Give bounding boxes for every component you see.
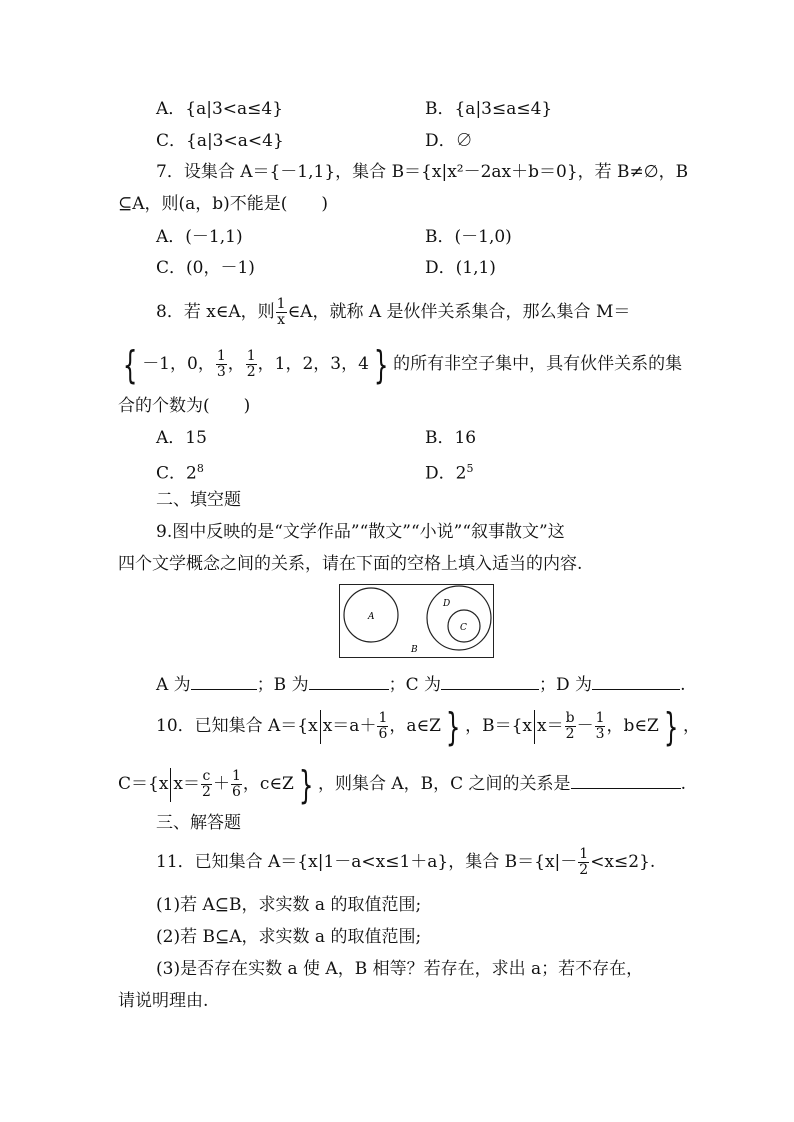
q8-frac-num: 1 (276, 296, 286, 312)
q7-option-c: C．(0，－1) (156, 258, 255, 278)
q11-part-3-cont: 请说明理由. (118, 991, 209, 1011)
q8-option-c (156, 458, 204, 485)
set-bar (534, 710, 535, 744)
q11-fraction-half (578, 847, 589, 878)
q8-stem-line2: { －1，0， $\frac{1}{3}$ ， $\frac{1}{2}$ ，1，2，3，4 } 的所有非空子集中，具有伙伴关系的集 (122, 342, 683, 387)
answer-d-blank[interactable] (592, 673, 680, 690)
answer-a-label: A 为 (156, 675, 191, 695)
frac-den: 3 (216, 364, 226, 380)
q10-answer-blank[interactable] (571, 772, 681, 789)
frac-den: 2 (565, 726, 575, 742)
q11-stem (156, 842, 655, 882)
frac-den: 2 (246, 364, 256, 380)
q8-stem-pre: 8．若 x∈A，则 (156, 302, 275, 322)
q6-option-d: D．∅ (425, 131, 473, 151)
q8-stem-line3: 合的个数为( ) (118, 396, 251, 416)
frac-num: 1 (579, 846, 589, 862)
q9-answer-line (156, 673, 685, 696)
right-brace: } (373, 342, 389, 387)
q10-c-expr: x＝ (173, 774, 201, 794)
q7-stem-line1: 7．设集合 A＝{－1,1}，集合 B＝{x|x²－2ax＋b＝0}，若 B≠∅，B (156, 162, 689, 182)
q10-fraction-b2 (595, 711, 606, 742)
q10-b-cond: ，b∈Z (606, 716, 659, 736)
q11-part-3: (3)是否存在实数 a 使 A，B 相等？若存在，求出 a；若不存在， (156, 959, 644, 979)
option-text: D．2 (425, 463, 467, 484)
answer-c-label: ；C 为 (388, 675, 442, 695)
venn-label-c: C (460, 623, 467, 633)
left-brace: { (122, 342, 138, 387)
q6-option-b: B．{a|3≤a≤4} (425, 99, 553, 119)
q8-option-b: B．16 (425, 428, 477, 448)
q10-question-text: ，则集合 A，B，C 之间的关系是 (317, 774, 571, 794)
right-brace: } (298, 762, 314, 807)
q8-fraction-one-half (246, 349, 257, 380)
q10-stem-line2 (118, 762, 686, 807)
q10-fraction-c2 (231, 769, 242, 800)
q8-fraction-one-third (216, 349, 227, 380)
frac-den: 2 (579, 862, 589, 878)
answer-a-blank[interactable] (191, 673, 257, 690)
frac-den: 6 (378, 726, 388, 742)
plus-sign: ＋ (212, 774, 230, 794)
frac-num: 1 (246, 348, 256, 364)
q10-fraction-b1 (565, 711, 576, 742)
q10-set-c-pre: C＝{x (118, 774, 169, 794)
answer-c-blank[interactable] (441, 673, 539, 690)
period: . (680, 675, 686, 695)
q10-fraction-a (377, 711, 388, 742)
section-title-fill-in: 二、填空题 (156, 490, 241, 510)
q9-stem-line1: 9.图中反映的是“文学作品”“散文”“小说”“叙事散文”这 (156, 522, 565, 542)
q7-stem-line2: ⊆A，则(a，b)不能是( ) (118, 194, 329, 214)
venn-label-d: D (443, 599, 451, 609)
frac-den: 2 (202, 784, 211, 800)
q8-set-tail: ，1，2，3，4 (257, 354, 369, 374)
comma: ， (682, 716, 700, 736)
answer-d-label: ；D 为 (539, 675, 593, 695)
minus-sign: － (576, 716, 594, 736)
q8-fraction-1-over-x (276, 297, 287, 328)
frac-num: 1 (595, 710, 605, 726)
frac-den: 6 (231, 784, 241, 800)
q11-stem-pre: 11．已知集合 A＝{x|1－a<x≤1＋a}，集合 B＝{x|－ (156, 852, 578, 872)
period: . (680, 774, 686, 794)
answer-b-label: ；B 为 (256, 675, 309, 695)
q11-part-1: (1)若 A⊆B，求实数 a 的取值范围; (156, 895, 422, 915)
exponent: 8 (196, 462, 204, 475)
right-brace: } (445, 704, 461, 749)
q11-part-2: (2)若 B⊆A，求实数 a 的取值范围; (156, 927, 422, 947)
set-bar (170, 768, 171, 802)
venn-circle-d (427, 586, 491, 650)
q8-option-d (425, 458, 473, 485)
exponent: 5 (466, 462, 474, 475)
frac-num: 1 (378, 710, 388, 726)
answer-b-blank[interactable] (309, 673, 389, 690)
right-brace: } (663, 704, 679, 749)
q8-stem-post: ∈A，就称 A 是伙伴关系集合，那么集合 M＝ (287, 302, 631, 322)
section-title-solve: 三、解答题 (156, 813, 241, 833)
option-text: C．2 (156, 463, 197, 484)
q6-option-c: C．{a|3<a<4} (156, 131, 284, 151)
set-bar (320, 710, 321, 744)
q8-set-items: －1，0， (142, 354, 215, 374)
frac-num: 1 (216, 348, 226, 364)
q7-option-b: B．(－1,0) (425, 227, 512, 247)
frac-den: 3 (595, 726, 605, 742)
q10-set-b-pre: ，B＝{x (465, 716, 532, 736)
q11-stem-post: <x≤2}. (590, 852, 656, 872)
q10-a-expr: x＝a＋ (322, 716, 377, 736)
q9-stem-line2: 四个文学概念之间的关系，请在下面的空格上填入适当的内容. (118, 554, 583, 574)
q8-frac-den: x (277, 312, 286, 328)
frac-num: c (202, 768, 211, 784)
q10-a-cond: ，a∈Z (389, 716, 441, 736)
q8-stem-line1 (156, 294, 630, 330)
q10-b-expr: x＝ (537, 716, 564, 736)
q10-stem-line1 (156, 704, 700, 749)
venn-label-b: B (411, 645, 418, 655)
q10-c-cond: ，c∈Z (242, 774, 294, 794)
frac-num: b (565, 710, 575, 726)
q8-option-a: A．15 (156, 428, 207, 448)
q10-set-a-pre: 10．已知集合 A＝{x (156, 716, 318, 736)
frac-num: 1 (231, 768, 241, 784)
q8-line2-post: 的所有非空子集中，具有伙伴关系的集 (393, 354, 683, 374)
q6-option-a: A．{a|3<a≤4} (156, 99, 284, 119)
q10-fraction-c1 (201, 769, 212, 800)
q7-option-d: D．(1,1) (425, 258, 496, 278)
q7-option-a: A．(－1,1) (156, 227, 243, 247)
venn-diagram (339, 584, 494, 658)
venn-label-a: A (368, 612, 375, 622)
